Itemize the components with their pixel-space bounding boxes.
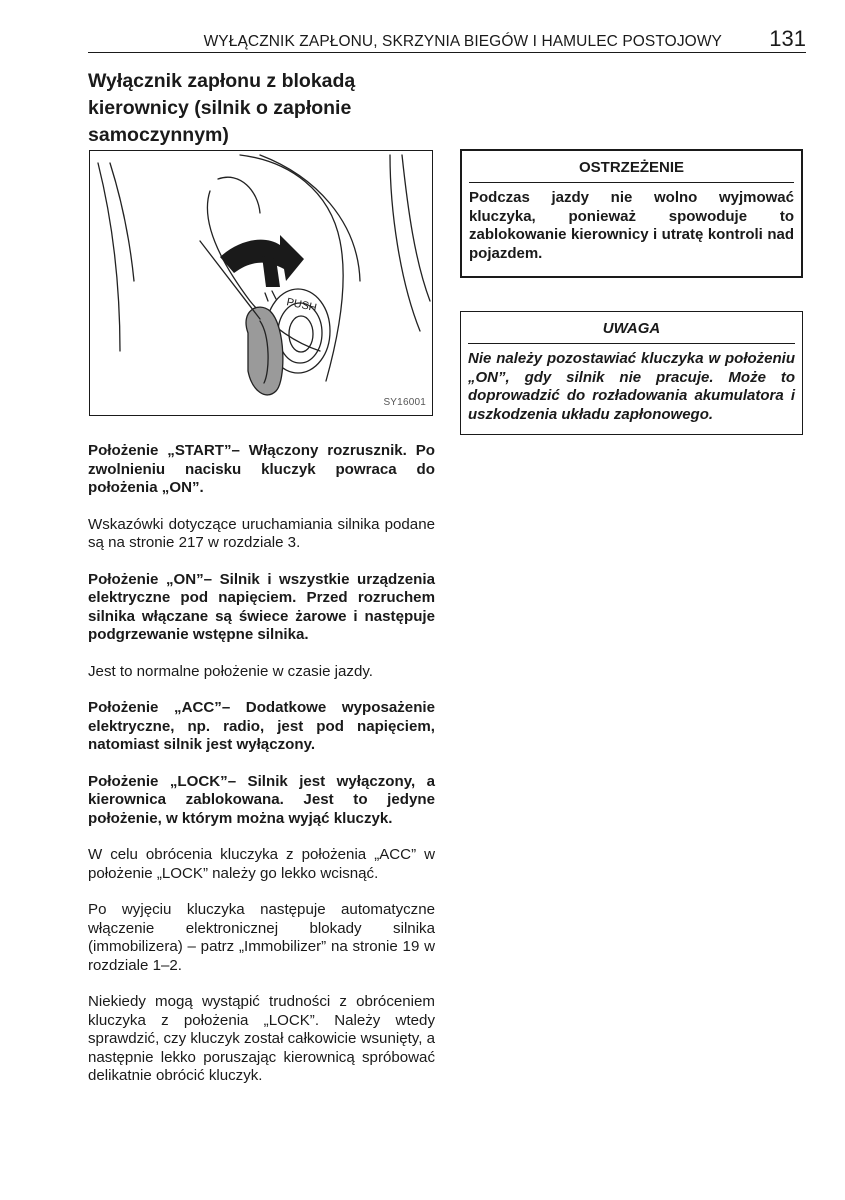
warning-title: OSTRZEŻENIE xyxy=(469,151,794,183)
paragraph-immobilizer: Po wyjęciu kluczyka następuje automatyczne włączenie elektronicznej blokady silnika (immobilizera) – patrz „Immobilizer” na stronie 19 w rozdziale 1–2. xyxy=(88,901,435,974)
warning-text: Podczas jazdy nie wolno wyjmować kluczyka, ponieważ spowoduje to zablokowanie kierownicy i utratę kontroli nad pojazdem. xyxy=(469,189,794,262)
body-text-column xyxy=(88,442,435,1104)
paragraph-on-position: Położenie „ON”– Silnik i wszystkie urządzenia elektryczne pod napięciem. Przed rozruchem silnika włączane są świece żarowe i następuje podgrzewanie wstępne silnika. xyxy=(88,570,435,643)
header-rule xyxy=(88,52,806,53)
paragraph-starting-tips: Wskazówki dotyczące uruchamiania silnika podane są na stronie 217 w rozdziale 3. xyxy=(88,515,435,551)
ignition-key-illustration xyxy=(89,150,433,416)
section-heading-line: Wyłącznik zapłonu z blokadą xyxy=(88,70,356,92)
ignition-switch-drawing xyxy=(90,151,433,416)
note-box xyxy=(460,311,803,435)
paragraph-normal-driving: Jest to normalne położenie w czasie jazdy. xyxy=(88,662,373,680)
section-heading xyxy=(88,68,448,149)
page-header xyxy=(88,26,806,54)
push-label: PUSH xyxy=(285,296,318,315)
figure-code: SY16001 xyxy=(383,397,426,408)
warning-box xyxy=(460,149,803,278)
paragraph-lock-difficulty: Niekiedy mogą wystąpić trudności z obróceniem kluczyka z położenia „LOCK”. Należy wtedy sprawdzić, czy kluczyk został całkowicie wsunięty, a następnie lekko poruszając kierownicą spróbować delikatnie obrócić kluczyk. xyxy=(88,993,435,1084)
paragraph-acc-position: Położenie „ACC”– Dodatkowe wyposażenie elektryczne, np. radio, jest pod napięciem, natomiast silnik jest wyłączony. xyxy=(88,699,435,753)
paragraph-lock-position: Położenie „LOCK”– Silnik jest wyłączony, a kierownica zablokowana. Jest to jedyne położenie, w którym można wyjąć kluczyk. xyxy=(88,772,435,827)
note-text: Nie należy pozostawiać kluczyka w położeniu „ON”, gdy silnik nie pracuje. Może to doprowadzić do rozładowania akumulatora i uszkodzenia układu zapłonowego. xyxy=(468,350,795,423)
running-header-title: WYŁĄCZNIK ZAPŁONU, SKRZYNIA BIEGÓW I HAMULEC POSTOJOWY xyxy=(203,33,722,50)
note-title: UWAGA xyxy=(468,312,795,344)
section-heading-line: kierownicy (silnik o zapłonie xyxy=(88,97,352,119)
section-heading-line: samoczynnym) xyxy=(88,124,229,146)
paragraph-acc-to-lock: W celu obrócenia kluczyka z położenia „ACC” w położenie „LOCK” należy go lekko wcisnąć. xyxy=(88,846,435,882)
page-number: 131 xyxy=(769,26,806,51)
paragraph-start-position: Położenie „START”– Włączony rozrusznik. Po zwolnieniu nacisku kluczyk powraca do położenia „ON”. xyxy=(88,442,435,496)
